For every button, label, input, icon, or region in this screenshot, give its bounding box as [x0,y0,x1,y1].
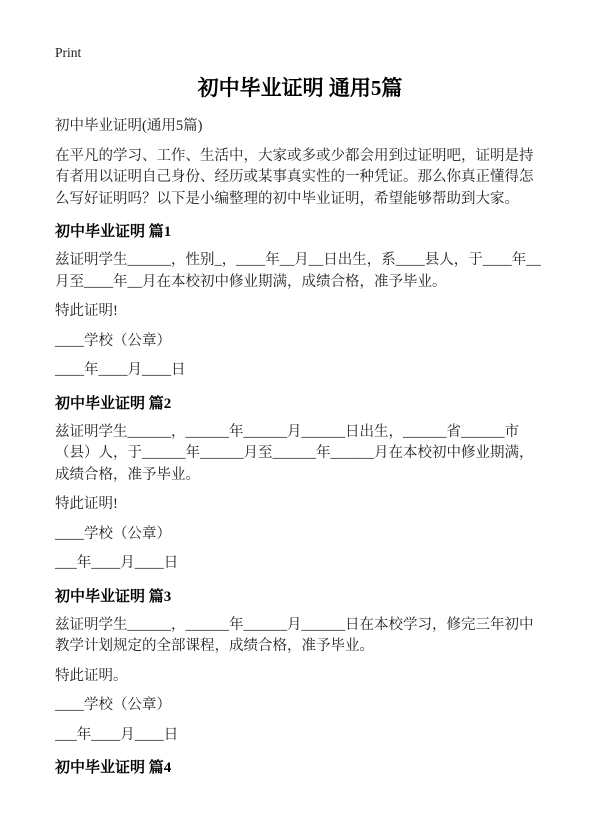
certificate-section-2 [55,394,545,575]
certificate-body: 兹证明学生______，性别_，____年__月__日出生，系____县人，于____年__月至____年__月在本校初中修业期满，成绩合格，准予毕业。 [55,252,541,290]
date-line: ___年____月____日 [55,555,179,571]
certificate-section-1 [55,222,545,382]
assertion-line: 特此证明! [55,303,118,319]
certificate-body: 兹证明学生______，______年______月______日出生，______省______市（县）人，于______年______月至______年______月在本校初中修业期满，成绩合格，准予毕业。 [55,423,534,483]
certificate-section-4 [55,758,545,778]
school-seal-line: ____学校（公章） [55,525,171,542]
certificate-body: 兹证明学生______，______年______月______日在本校学习，修完三年初中教学计划规定的全部课程，成绩合格，准予毕业。 [55,616,534,654]
section-heading: 初中毕业证明 篇4 [55,760,172,776]
print-button[interactable]: Print [55,45,82,60]
date-line: ____年____月____日 [55,362,186,378]
certificate-section-3 [55,587,545,747]
date-line: ___年____月____日 [55,726,179,743]
section-heading: 初中毕业证明 篇3 [55,588,172,605]
assertion-line: 特此证明。 [55,667,128,684]
page-title: 初中毕业证明 通用5篇 [197,76,403,100]
assertion-line: 特此证明! [55,496,118,512]
subtitle: 初中毕业证明(通用5篇) [55,118,203,134]
section-heading: 初中毕业证明 篇1 [55,224,172,240]
intro-paragraph: 在平凡的学习、工作、生活中，大家或多或少都会用到过证明吧，证明是持有者用以证明自己身份、经历或某事真实性的一种凭证。那么你真正懂得怎么写好证明吗？以下是小编整理的初中毕业证明，希望能够帮助到大家。 [55,147,534,207]
school-seal-line: ____学校（公章） [55,332,171,349]
school-seal-line: ____学校（公章） [55,697,171,713]
section-heading: 初中毕业证明 篇2 [55,395,172,412]
print-row [55,44,545,62]
